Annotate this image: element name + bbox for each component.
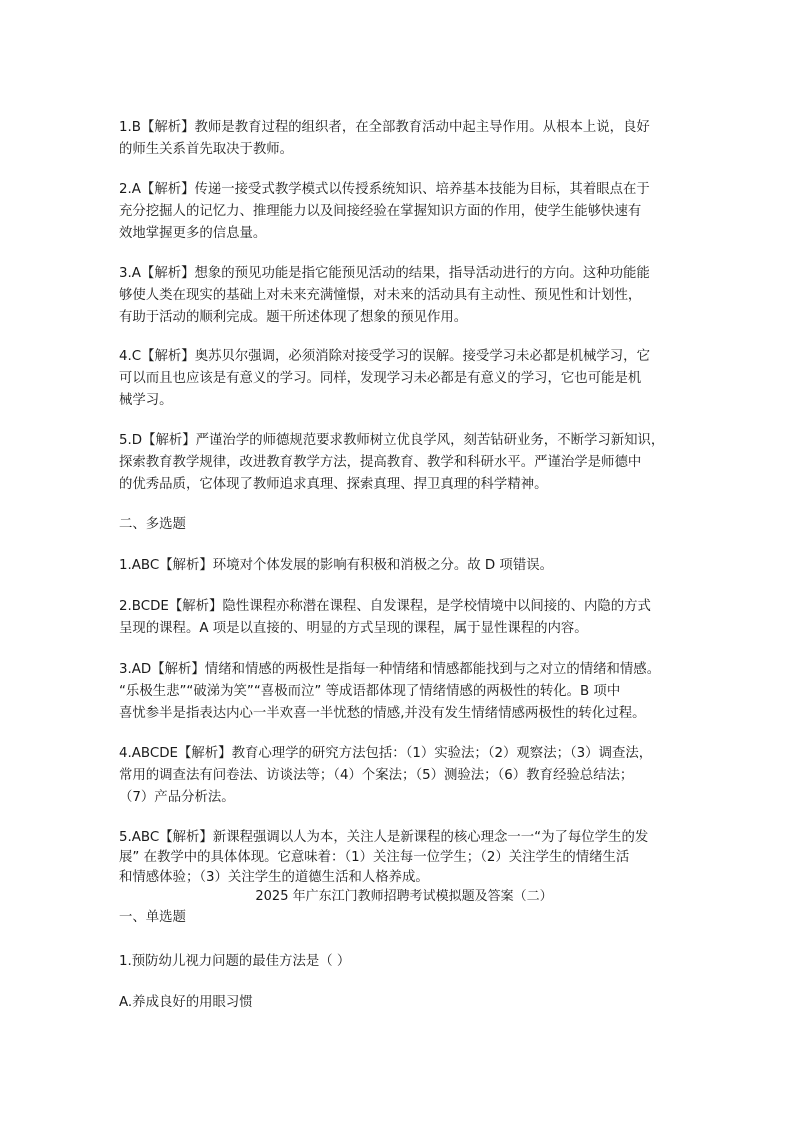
text-line: 3.A【解析】想象的预见功能是指它能预见活动的结果，指导活动进行的方向。这种功能能 [119, 266, 650, 281]
text-line: （7）产品分析法。 [119, 790, 235, 805]
text-line: 探索教育教学规律，改进教育教学方法，提高教育、教学和科研水平。严谨治学是师德中 [119, 455, 642, 470]
text-line: 充分挖掘人的记忆力、推理能力以及间接经验在掌握知识方面的作用，使学生能够快速有 [119, 204, 642, 219]
text-line: 喜忧参半是指表达内心一半欢喜一半忧愁的情感,并没有发生情绪情感两极性的转化过程。 [119, 706, 646, 721]
question-1 [119, 951, 689, 973]
text-line: 2.A【解析】传递一接受式教学模式以传授系统知识、培养基本技能为目标，其着眼点在于 [119, 182, 650, 197]
text-line: 5.ABC【解析】新课程强调以人为本，关注人是新课程的核心理念一一“为了每位学生的发 [119, 830, 649, 845]
text-line: 1.预防幼儿视力问题的最佳方法是（ ） [119, 954, 351, 969]
text-line: 呈现的课程。A 项是以直接的、明显的方式呈现的课程，属于显性课程的内容。 [119, 621, 588, 636]
text-line: 可以而且也应该是有意义的学习。同样，发现学习未必都是有意义的学习，它也可能是机 [119, 371, 642, 386]
text-line: 械学习。 [119, 393, 173, 408]
text-line: A.养成良好的用眼习惯 [119, 995, 253, 1010]
document-title: 2025 年广东江门教师招聘考试模拟题及答案（二） [255, 889, 553, 904]
answer-explanation-multi-1 [119, 555, 689, 577]
answer-explanation-multi-4 [119, 743, 689, 809]
answer-explanation-single-1 [119, 117, 689, 161]
text-line: 的优秀品质，它体现了教师追求真理、探索真理、捍卫真理的科学精神。 [119, 477, 548, 492]
text-line: 效地掌握更多的信息量。 [119, 226, 267, 241]
answer-explanation-single-5 [119, 430, 689, 496]
text-line: 二、多选题 [119, 517, 186, 532]
text-line: “乐极生悲”“破涕为笑”“喜极而泣” 等成语都体现了情绪情感的两极性的转化。B 项中 [119, 684, 621, 699]
question-1-option-a [119, 992, 689, 1014]
text-line: 5.D【解析】严谨治学的师德规范要求教师树立优良学风，刻苦钻研业务，不断学习新知识， [119, 433, 665, 448]
answer-explanation-single-4 [119, 346, 689, 412]
text-line: 一、单选题 [119, 910, 186, 925]
text-line: 有助于活动的顺利完成。题干所述体现了想象的预见作用。 [119, 310, 468, 325]
text-line: 的师生关系首先取决于教师。 [119, 142, 294, 157]
text-line: 2.BCDE【解析】隐性课程亦称潜在课程、自发课程，是学校情境中以间接的、内隐的方式 [119, 599, 651, 614]
answer-explanation-single-2 [119, 179, 689, 245]
answer-explanation-multi-2 [119, 596, 689, 640]
text-line: 1.B【解析】教师是教育过程的组织者，在全部教育活动中起主导作用。从根本上说，良好 [119, 120, 650, 135]
text-line: 够使人类在现实的基础上对未来充满憧憬，对未来的活动具有主动性、预见性和计划性， [119, 288, 642, 303]
text-line: 4.C【解析】奥苏贝尔强调，必须消除对接受学习的误解。接受学习未必都是机械学习，它 [119, 349, 650, 364]
text-line: 和情感体验；（3）关注学生的道德生活和人格养成。 [119, 870, 429, 885]
text-line: 展” 在教学中的具体体现。它意味着：（1）关注每一位学生；（2）关注学生的情绪生活 [119, 850, 630, 865]
text-line: 常用的调查法有问卷法、访谈法等；（4）个案法；（5）测验法；（6）教育经验总结法； [119, 768, 634, 783]
answer-explanation-multi-3 [119, 659, 689, 725]
section-heading-single [119, 907, 689, 929]
text-line: 4.ABCDE【解析】教育心理学的研究方法包括：（1）实验法；（2）观察法；（3）调查法， [119, 746, 653, 761]
text-line: 3.AD【解析】情绪和情感的两极性是指每一种情绪和情感都能找到与之对立的情绪和情感。 [119, 662, 661, 677]
answer-explanation-single-3 [119, 263, 689, 329]
text-line: 1.ABC【解析】环境对个体发展的影响有积极和消极之分。故 D 项错误。 [119, 558, 553, 573]
section-heading-multi [119, 514, 689, 536]
answer-explanation-multi-5 [119, 828, 689, 888]
